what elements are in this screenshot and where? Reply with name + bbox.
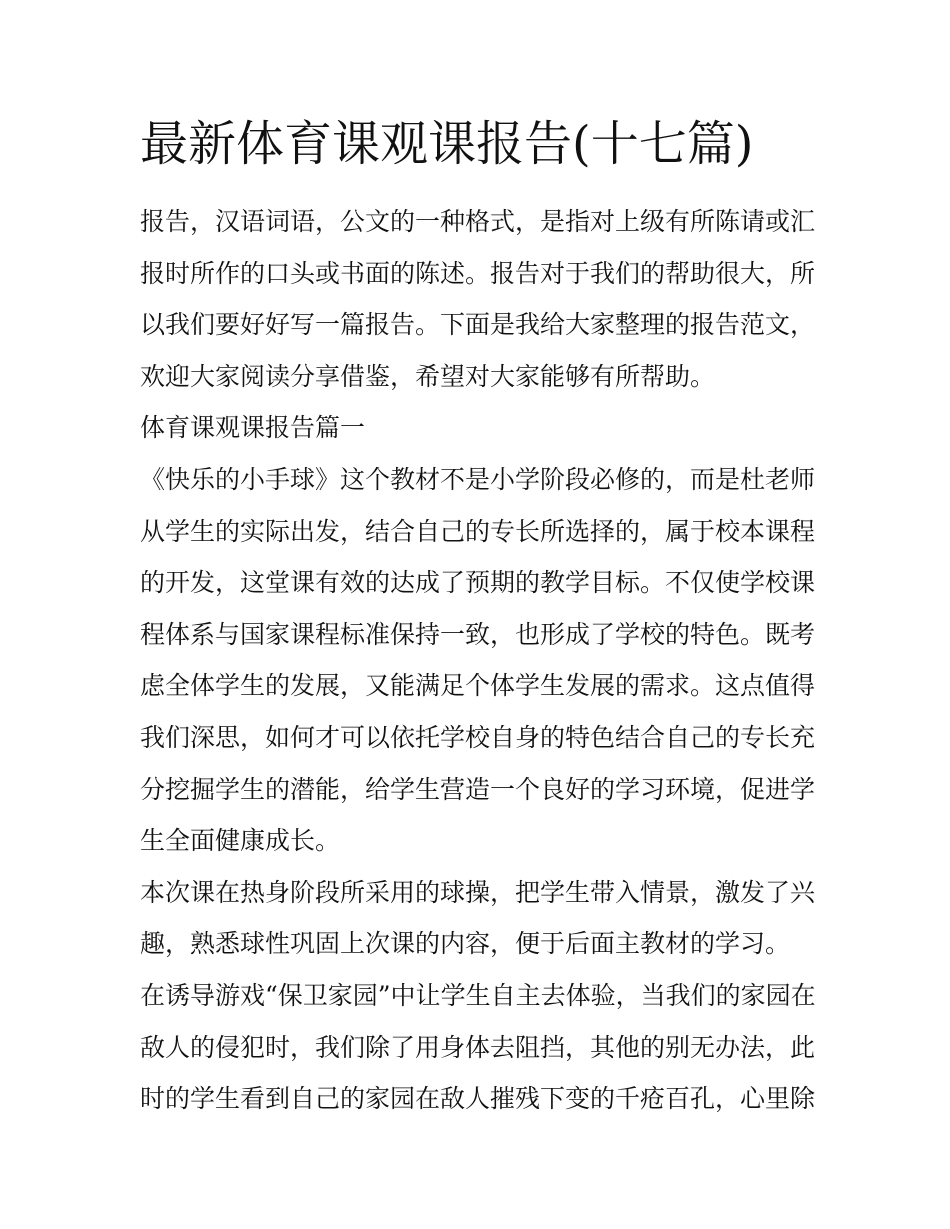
body-line: 从学生的实际出发，结合自己的专长所选择的，属于校本课程	[140, 516, 816, 546]
document-page	[140, 110, 816, 1125]
body-line: 的开发，这堂课有效的达成了预期的教学目标。不仅使学校课	[140, 568, 816, 598]
body-line: 我们深思，如何才可以依托学校自身的特色结合自己的专长充	[140, 722, 816, 752]
body-line: 生全面健康成长。	[140, 826, 341, 856]
document-body	[140, 196, 816, 1125]
body-line: 敌人的侵犯时，我们除了用身体去阻挡，其他的别无办法，此	[140, 1032, 816, 1062]
body-line: 报时所作的口头或书面的陈述。报告对于我们的帮助很大，所	[140, 258, 816, 288]
body-line: 在诱导游戏“保卫家园”中让学生自主去体验，当我们的家园在	[140, 980, 816, 1010]
body-line: 趣，熟悉球性巩固上次课的内容，便于后面主教材的学习。	[140, 929, 791, 959]
body-line: 本次课在热身阶段所采用的球操，把学生带入情景，激发了兴	[140, 877, 816, 907]
body-line: 程体系与国家课程标准保持一致，也形成了学校的特色。既考	[140, 619, 816, 649]
body-line: 以我们要好好写一篇报告。下面是我给大家整理的报告范文，	[140, 310, 816, 340]
section-heading: 体育课观课报告篇一	[140, 413, 366, 443]
body-line: 欢迎大家阅读分享借鉴，希望对大家能够有所帮助。	[140, 361, 716, 391]
document-title: 最新体育课观课报告(十七篇)	[140, 116, 754, 172]
body-line: 虑全体学生的发展，又能满足个体学生发展的需求。这点值得	[140, 671, 816, 701]
body-line: 《快乐的小手球》这个教材不是小学阶段必修的，而是杜老师	[140, 464, 816, 494]
body-line: 时的学生看到自己的家园在敌人摧残下变的千疮百孔，心里除	[140, 1084, 816, 1114]
body-line: 分挖掘学生的潜能，给学生营造一个良好的学习环境，促进学	[140, 774, 816, 804]
body-line: 报告，汉语词语，公文的一种格式，是指对上级有所陈请或汇	[140, 207, 816, 236]
